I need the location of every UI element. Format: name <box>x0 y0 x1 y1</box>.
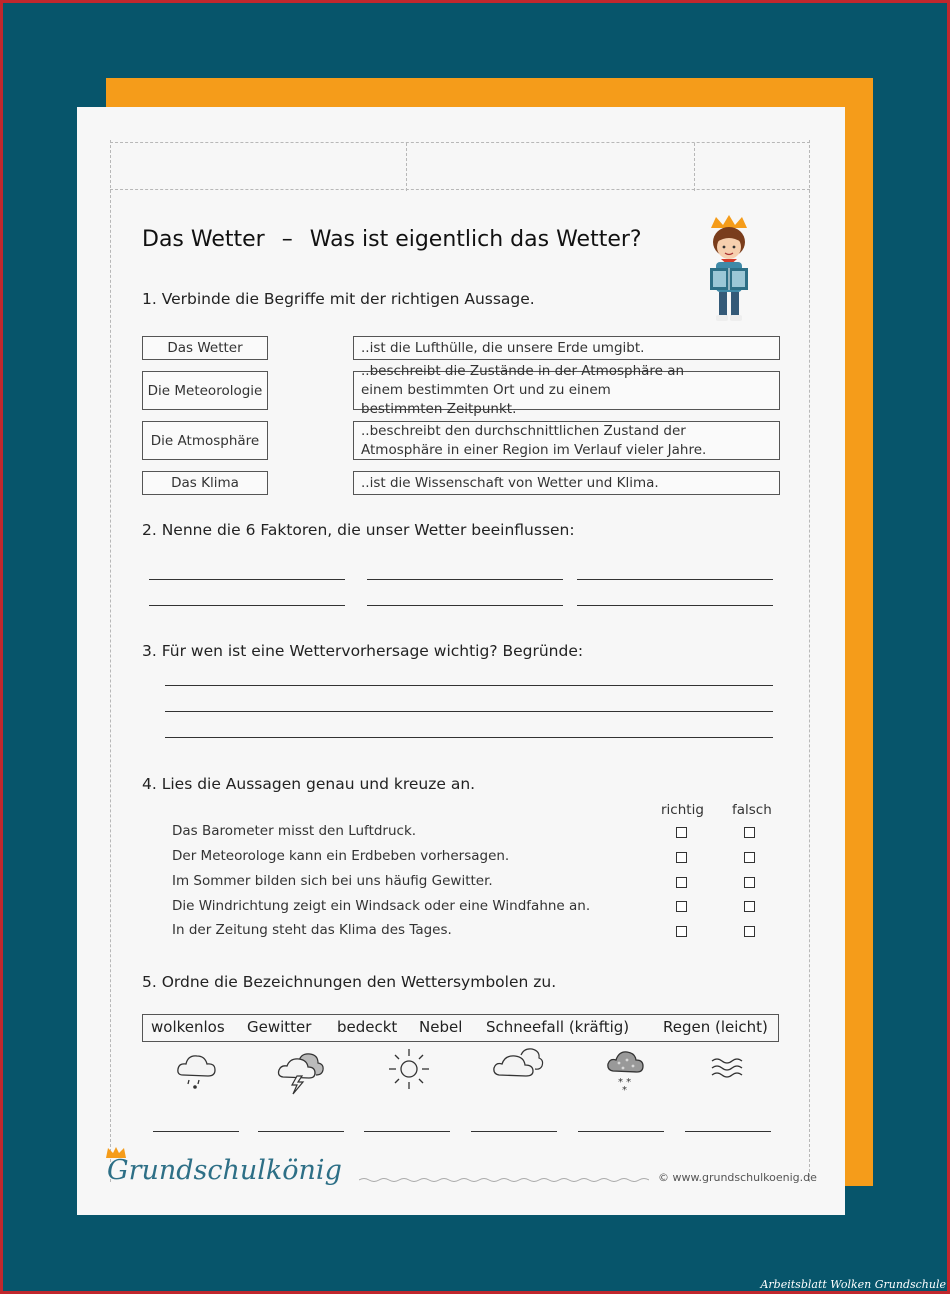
cloud-icon <box>491 1045 545 1085</box>
question-2-label: 2. Nenne die 6 Faktoren, die unser Wetter beeinflussen: <box>142 521 575 539</box>
word-bank-item: Gewitter <box>247 1018 312 1036</box>
checkbox-true[interactable] <box>676 877 687 888</box>
term-box[interactable]: Das Wetter <box>142 336 268 360</box>
checkbox-false[interactable] <box>744 827 755 838</box>
checkbox-false[interactable] <box>744 901 755 912</box>
question-5-label: 5. Ordne die Bezeichnungen den Wettersymbolen zu. <box>142 973 557 991</box>
answer-line[interactable] <box>364 1131 450 1132</box>
column-header-true: richtig <box>661 802 704 818</box>
answer-line[interactable] <box>367 605 563 606</box>
checkbox-true[interactable] <box>676 901 687 912</box>
worksheet-page <box>77 107 845 1215</box>
term-box[interactable]: Die Atmosphäre <box>142 421 268 460</box>
true-false-statement: Im Sommer bilden sich bei uns häufig Gewitter. <box>172 873 493 889</box>
term-box[interactable]: Die Meteorologie <box>142 371 268 410</box>
answer-line[interactable] <box>258 1131 344 1132</box>
image-caption: Arbeitsblatt Wolken Grundschule <box>760 1278 946 1291</box>
checkbox-true[interactable] <box>676 852 687 863</box>
statement-text: ..beschreibt die Zustände in der Atmosphäre an einem bestimmten Ort und zu einem bestimmten Zeitpunkt. <box>361 363 685 417</box>
answer-line[interactable] <box>577 579 773 580</box>
title-dash: – <box>281 227 293 252</box>
column-header-false: falsch <box>732 802 772 818</box>
word-bank <box>142 1014 779 1042</box>
true-false-statement: Das Barometer misst den Luftdruck. <box>172 823 417 839</box>
word-bank-item: wolkenlos <box>151 1018 225 1036</box>
statement-box[interactable] <box>353 421 780 460</box>
brand-logo: Grundschulkönig <box>107 1155 342 1186</box>
answer-line[interactable] <box>149 605 345 606</box>
question-1-label: 1. Verbinde die Begriffe mit der richtigen Aussage. <box>142 290 535 308</box>
answer-line[interactable] <box>153 1131 239 1132</box>
word-bank-item: Nebel <box>419 1018 463 1036</box>
term-box[interactable]: Das Klima <box>142 471 268 495</box>
answer-line[interactable] <box>685 1131 771 1132</box>
checkbox-false[interactable] <box>744 877 755 888</box>
statement-text: ..beschreibt den durchschnittlichen Zustand der Atmosphäre in einer Region im Verlauf vieler Jahre. <box>361 422 707 458</box>
reading-boy-icon <box>699 214 759 326</box>
answer-line[interactable] <box>578 1131 664 1132</box>
checkbox-true[interactable] <box>676 926 687 937</box>
sun-icon <box>386 1046 432 1092</box>
answer-line[interactable] <box>165 711 773 712</box>
checkbox-true[interactable] <box>676 827 687 838</box>
thunderstorm-icon <box>275 1045 327 1097</box>
header-cell-name <box>110 143 407 191</box>
snow-cloud-icon <box>605 1045 647 1095</box>
page-title <box>142 227 642 252</box>
svg-text:*: * <box>622 1085 627 1095</box>
fog-icon <box>707 1053 747 1083</box>
answer-line[interactable] <box>367 579 563 580</box>
statement-box[interactable]: ..ist die Lufthülle, die unsere Erde umgibt. <box>353 336 780 360</box>
title-part1: Das Wetter <box>142 227 265 252</box>
header-cell-class <box>407 143 695 191</box>
checkbox-false[interactable] <box>744 926 755 937</box>
website-url: © www.grundschulkoenig.de <box>658 1171 817 1184</box>
statement-box[interactable]: ..ist die Wissenschaft von Wetter und Klima. <box>353 471 780 495</box>
word-bank-item: Regen (leicht) <box>663 1018 768 1036</box>
statement-box[interactable] <box>353 363 780 417</box>
answer-line[interactable] <box>471 1131 557 1132</box>
rain-cloud-icon <box>173 1045 221 1093</box>
word-bank-item: Schneefall (kräftig) <box>486 1018 630 1036</box>
true-false-statement: In der Zeitung steht das Klima des Tages. <box>172 922 452 938</box>
answer-line[interactable] <box>149 579 345 580</box>
svg-text:* *: * * <box>618 1077 632 1088</box>
title-part2: Was ist eigentlich das Wetter? <box>309 227 642 252</box>
answer-line[interactable] <box>165 737 773 738</box>
question-3-label: 3. Für wen ist eine Wettervorhersage wichtig? Begründe: <box>142 642 584 660</box>
checkbox-false[interactable] <box>744 852 755 863</box>
question-4-label: 4. Lies die Aussagen genau und kreuze an. <box>142 775 476 793</box>
answer-line[interactable] <box>165 685 773 686</box>
true-false-statement: Der Meteorologe kann ein Erdbeben vorhersagen. <box>172 848 510 864</box>
answer-line[interactable] <box>577 605 773 606</box>
word-bank-item: bedeckt <box>337 1018 398 1036</box>
header-band <box>110 142 810 190</box>
true-false-statement: Die Windrichtung zeigt ein Windsack oder eine Windfahne an. <box>172 898 591 914</box>
decorative-wave-line <box>359 1177 649 1183</box>
